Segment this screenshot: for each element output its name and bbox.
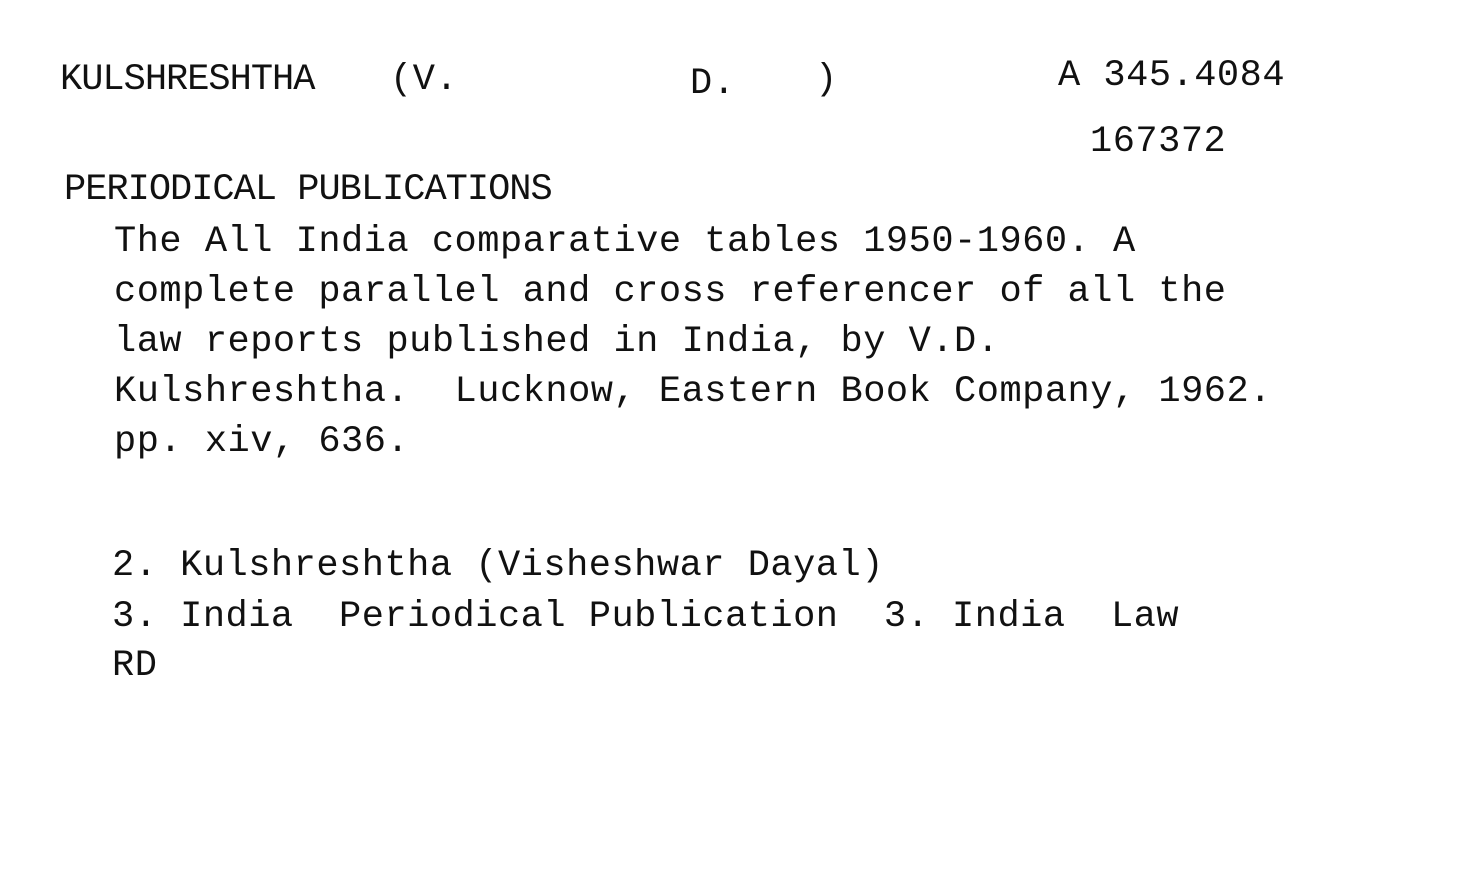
cataloguer-initials: RD — [112, 645, 158, 687]
description-line: pp. xiv, 636. — [114, 421, 410, 463]
tracing-line: 3. India Periodical Publication 3. India Law — [112, 596, 1180, 638]
author-initial-1: (V. — [390, 59, 459, 101]
description-line: Kulshreshtha. Lucknow, Eastern Book Company, 1962. — [114, 371, 1272, 413]
subject-heading: PERIODICAL PUBLICATIONS — [64, 169, 552, 211]
accession-number: 167372 — [1090, 121, 1227, 163]
call-number: A 345.4084 — [1058, 55, 1286, 97]
author-initial-2: D. — [690, 63, 736, 105]
description-line: The All India comparative tables 1950-1960. A — [114, 221, 1136, 263]
tracing-line: 2. Kulshreshtha (Visheshwar Dayal) — [112, 545, 884, 587]
author-surname: KULSHRESHTHA — [60, 59, 315, 101]
author-close-paren: ) — [815, 59, 838, 101]
description-line: complete parallel and cross referencer of all the — [114, 271, 1227, 313]
description-line: law reports published in India, by V.D. — [114, 321, 1000, 363]
